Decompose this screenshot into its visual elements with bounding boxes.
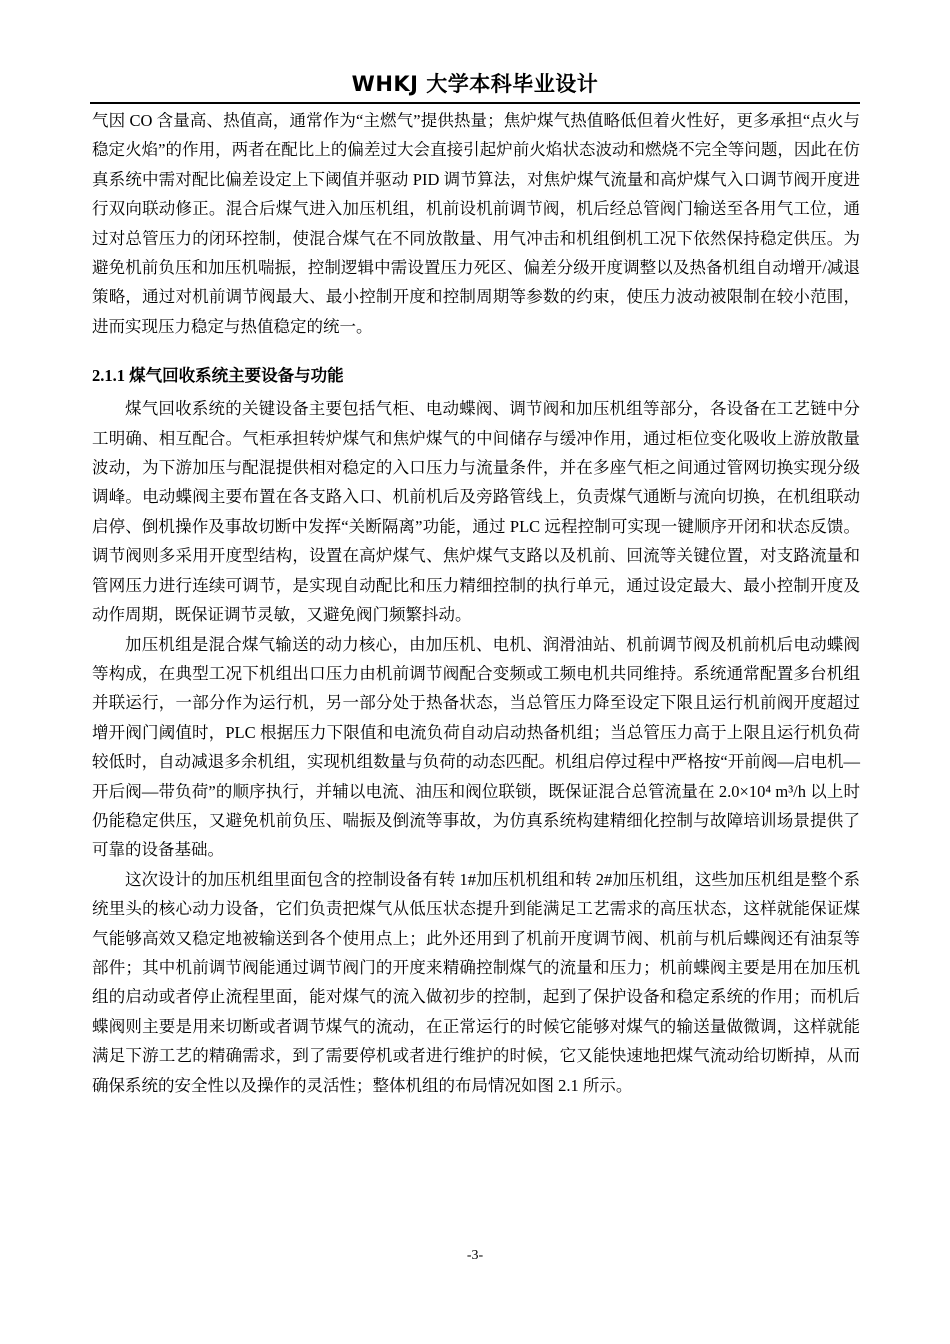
paragraph-equipment-overview: 煤气回收系统的关键设备主要包括气柜、电动蝶阀、调节阀和加压机组等部分，各设备在工艺链中分工明确、相互配合。气柜承担转炉煤气和焦炉煤气的中间储存与缓冲作用，通过柜位变化吸收上游放散量波动，为下游加压与配混提供相对稳定的入口压力与流量条件，并在多座气柜之间通过管网切换实现分级调峰。电动蝶阀主要布置在各支路入口、机前机后及旁路管线上，负责煤气通断与流向切换，在机组联动启停、倒机操作及事故切断中发挥“关断隔离”功能，通过 PLC 远程控制可实现一键顺序开闭和状态反馈。调节阀则多采用开度型结构，设置在高炉煤气、焦炉煤气支路以及机前、回流等关键位置，对支路流量和管网压力进行连续可调节，是实现自动配比和压力精细控制的执行单元，通过设定最大、最小控制开度及动作周期，既保证调节灵敏，又避免阀门频繁抖动。: [92, 399, 860, 625]
paragraph-design-details: 这次设计的加压机组里面包含的控制设备有转 1#加压机机组和转 2#加压机组，这些加压机组是整个系统里头的核心动力设备，它们负责把煤气从低压状态提升到能满足工艺需求的高压状态，这样就能保证煤气能够高效又稳定地被输送到各个使用点上；此外还用到了机前开度调节阀、机前与机后蝶阀还有油泵等部件；其中机前调节阀能通过调节阀门的开度来精确控制煤气的流量和压力；机前蝶阀主要是用在加压机组的启动或者停止流程里面，能对煤气的流入做初步的控制，起到了保护设备和稳定系统的作用；而机后蝶阀则主要是用来切断或者调节煤气的流动，在正常运行的时候它能够对煤气的输送量做微调，这样就能满足下游工艺的精确需求，到了需要停机或者进行维护的时候，它又能快速地把煤气流动给切断掉，从而确保系统的安全性以及操作的灵活性；整体机组的布局情况如图 2.1 所示。: [92, 869, 860, 1095]
page-header: [90, 62, 860, 104]
page-number: -3-: [466, 1248, 484, 1263]
paragraph-continued: 气因 CO 含量高、热值高，通常作为“主燃气”提供热量；焦炉煤气热值略低但着火性好，更多承担“点火与稳定火焰”的作用，两者在配比上的偏差过大会直接引起炉前火焰状态波动和燃烧不完全等问题，因此在仿真系统中需对配比偏差设定上下阈值并驱动 PID 调节算法，对焦炉煤气流量和高炉煤气入口调节阀开度进行双向联动修正。混合后煤气进入加压机组，机前设机前调节阀，机后经总管阀门输送至各用气工位，通过对总管压力的闭环控制，使混合煤气在不同放散量、用气冲击和机组倒机工况下依然保持稳定供压。为避免机前负压和加压机喘振，控制逻辑中需设置压力死区、偏差分级开度调整以及热备机组自动增开/减退策略，通过对机前调节阀最大、最小控制开度和控制周期等参数的约束，使压力波动被限制在较小范围，进而实现压力稳定与热值稳定的统一。: [92, 111, 860, 336]
header-title: WHKJ 大学本科毕业设计: [351, 72, 599, 96]
paragraph-pressurizer-units: 加压机组是混合煤气输送的动力核心，由加压机、电机、润滑油站、机前调节阀及机前机后电动蝶阀等构成，在典型工况下机组出口压力由机前调节阀配合变频或工频电机共同维持。系统通常配置多台机组并联运行，一部分作为运行机，另一部分处于热备状态，当总管压力降至设定下限且运行机前阀开度超过增开阀门阈值时，PLC 根据压力下限值和电流负荷自动启动热备机组；当总管压力高于上限且运行机负荷较低时，自动减退多余机组，实现机组数量与负荷的动态匹配。机组启停过程中严格按“开前阀—启电机—开后阀—带负荷”的顺序执行，并辅以电流、油压和阀位联锁，既保证混合总管流量在 2.0×10⁴ m³/h 以上时仍能稳定供压，又避免机前负压、喘振及倒流等事故，为仿真系统构建精细化控制与故障培训场景提供了可靠的设备基础。: [92, 634, 860, 860]
section-heading: 2.1.1 煤气回收系统主要设备与功能: [92, 366, 344, 386]
document-body: [92, 106, 860, 1100]
